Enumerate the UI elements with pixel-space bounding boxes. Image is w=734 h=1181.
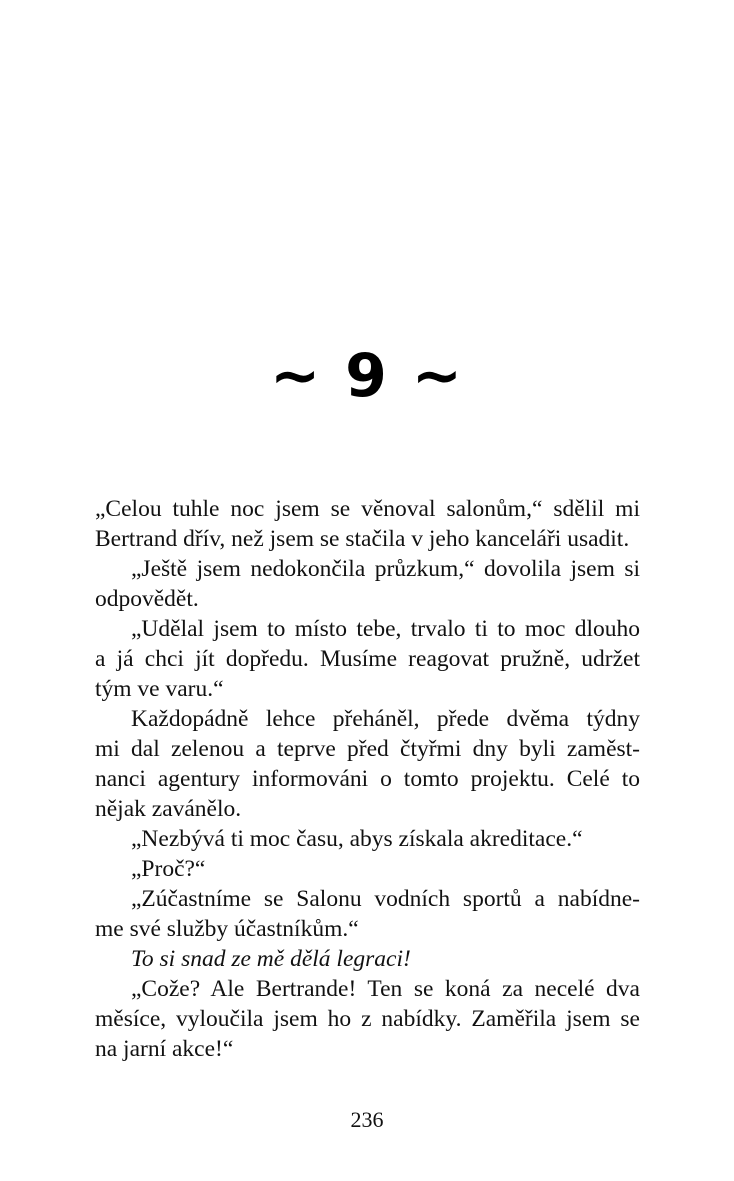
text-line: To si snad ze mě dělá legraci! bbox=[131, 946, 411, 972]
text-line: „Cože? Ale Bertrande! Ten se koná za necelé dva bbox=[131, 976, 640, 1002]
text-line: „Zúčastníme se Salonu vodních sportů a nabídne- bbox=[131, 886, 640, 912]
chapter-heading: ~ 9 ~ bbox=[269, 341, 465, 411]
text-line: tým ve varu.“ bbox=[95, 676, 224, 702]
text-line: Bertrand dřív, než jsem se stačila v jeho kanceláři usadit. bbox=[95, 526, 630, 552]
page-number: 236 bbox=[350, 1107, 384, 1132]
text-line: na jarní akce!“ bbox=[95, 1036, 234, 1062]
text-line: me své služby účastníkům.“ bbox=[95, 916, 359, 942]
text-line: „Proč?“ bbox=[131, 856, 206, 882]
paragraph bbox=[95, 554, 640, 614]
text-line: „Nezbývá ti moc času, abys získala akreditace.“ bbox=[131, 826, 583, 852]
paragraph bbox=[95, 704, 640, 824]
text-line: a já chci jít dopředu. Musíme reagovat pružně, udržet bbox=[95, 646, 640, 672]
paragraph-italic-thought bbox=[95, 944, 640, 974]
text-line: mi dal zelenou a teprve před čtyřmi dny byli zaměst- bbox=[95, 736, 640, 762]
paragraph bbox=[95, 974, 640, 1064]
text-line: nějak zavánělo. bbox=[95, 796, 242, 822]
text-line: odpovědět. bbox=[95, 586, 199, 612]
text-line: Každopádně lehce přeháněl, přede dvěma týdny bbox=[131, 706, 640, 732]
body-text bbox=[95, 494, 640, 1064]
paragraph bbox=[95, 614, 640, 704]
paragraph bbox=[95, 884, 640, 944]
text-line: „Udělal jsem to místo tebe, trvalo ti to moc dlouho bbox=[131, 616, 640, 642]
paragraph bbox=[95, 494, 640, 554]
text-line: měsíce, vyloučila jsem ho z nabídky. Zaměřila jsem se bbox=[95, 1006, 640, 1032]
text-line: nanci agentury informováni o tomto projektu. Celé to bbox=[95, 766, 640, 792]
text-line: „Celou tuhle noc jsem se věnoval salonům,“ sdělil mi bbox=[95, 496, 640, 522]
text-line: „Ještě jsem nedokončila průzkum,“ dovolila jsem si bbox=[131, 556, 640, 582]
paragraph bbox=[95, 824, 640, 854]
paragraph bbox=[95, 854, 640, 884]
